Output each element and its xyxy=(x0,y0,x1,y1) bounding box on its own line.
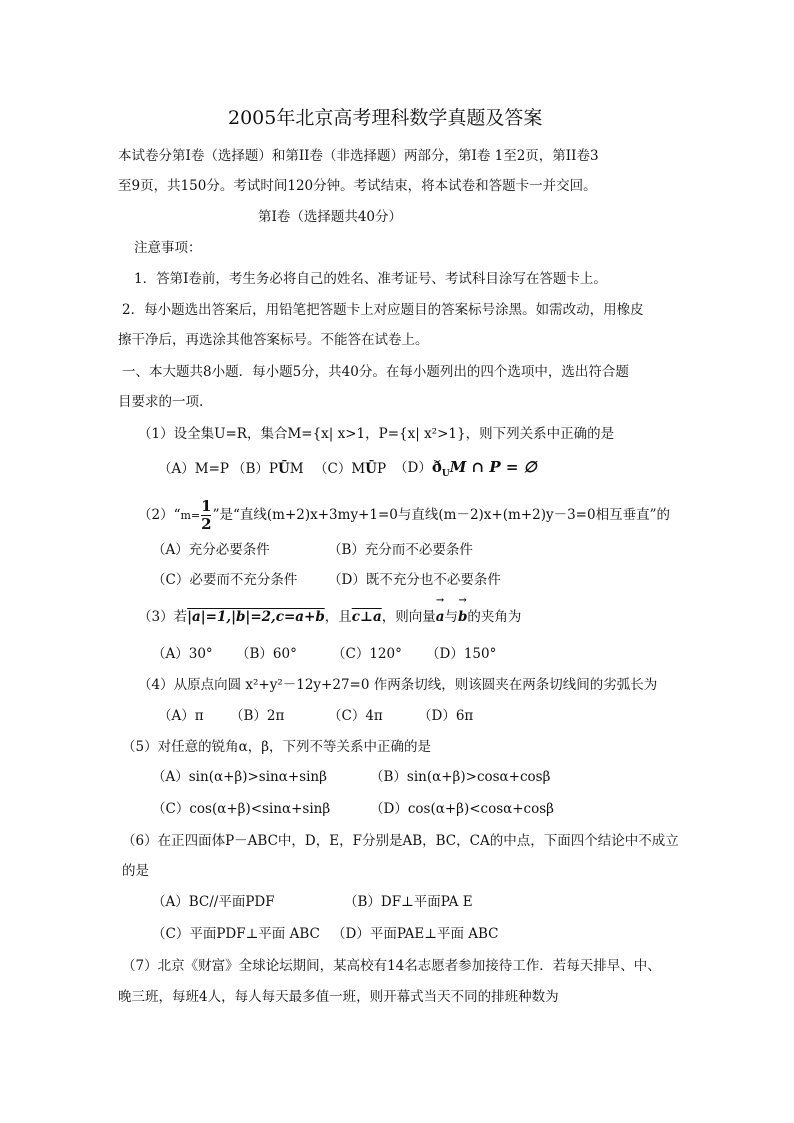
intro-line-1: 本试卷分第I卷（选择题）和第II卷（非选择题）两部分，第I卷 1至2页，第II卷3 xyxy=(118,148,599,164)
notes-item-1: 1．答第I卷前，考生务必将自己的姓名、准考证号、考试科目涂写在答题卡上。 xyxy=(134,271,607,287)
section-title: 第I卷（选择题共40分） xyxy=(258,209,403,225)
question-4-option-d: （D）6π xyxy=(418,708,474,724)
question-1-option-d-expression: M ∩ P = ∅ xyxy=(449,458,537,476)
question-2-option-b: （B）充分而不必要条件 xyxy=(328,542,473,558)
page-title: 2005年北京高考理科数学真题及答案 xyxy=(228,107,543,129)
question-1-option-c xyxy=(314,459,386,479)
question-1-option-c-tail: P xyxy=(376,461,387,477)
question-3-prefix: （3）若 xyxy=(138,609,188,625)
question-3-mid: ，且 xyxy=(324,609,352,625)
question-3-option-a: （A）30° xyxy=(152,646,213,662)
question-2-m-label: m= xyxy=(180,509,201,522)
question-3-vector-expression: |a|=1,|b|=2,c=a+b xyxy=(187,609,325,625)
not-subset-symbol: Ū xyxy=(278,461,290,477)
question-3-option-c: （C）120° xyxy=(332,646,402,662)
question-5-option-a: （A）sin(α+β)>sinα+sinβ xyxy=(152,769,327,785)
question-2-option-d: （D）既不充分也不必要条件 xyxy=(328,572,501,588)
question-7-stem-line-1: （7）北京《财富》全球论坛期间，某高校有14名志愿者参加接待工作．若每天排早、中、 xyxy=(122,958,661,974)
notes-heading: 注意事项： xyxy=(134,240,202,256)
question-4-stem: （4）从原点向圆 x²+y²－12y+27=0 作两条切线，则该圆夹在两条切线间的劣弧长为 xyxy=(138,677,658,693)
question-2-stem xyxy=(138,498,670,533)
question-6-stem-line-1: （6）在正四面体P－ABC中，D，E，F分别是AB，BC，CA的中点，下面四个结论中不成立 xyxy=(122,833,679,849)
question-1-option-a: （A）M=P xyxy=(158,461,229,477)
question-6-option-b: （B）DF⊥平面PA E xyxy=(344,894,473,910)
question-3-option-d: （D）150° xyxy=(426,646,497,662)
vector-a: → a xyxy=(436,607,445,627)
question-4-option-c: （C）4π xyxy=(328,708,383,724)
intro-line-2: 至9页，共150分。考试时间120分钟。考试结束，将本试卷和答题卡一并交回。 xyxy=(118,178,597,194)
question-3-option-b: （B）60° xyxy=(236,646,297,662)
question-1-option-d-label: （D） xyxy=(394,460,432,476)
question-7-stem-line-2: 晚三班，每班4人，每人每天最多值一班，则开幕式当天不同的排班种数为 xyxy=(118,989,559,1005)
part-one-line-2: 目要求的一项. xyxy=(118,394,204,410)
complement-subscript: U xyxy=(441,469,450,479)
question-5-option-d: （D）cos(α+β)<cosα+cosβ xyxy=(370,801,554,817)
question-5-stem: （5）对任意的锐角α，β，下列不等关系中正确的是 xyxy=(122,739,432,755)
question-6-stem-line-2: 的是 xyxy=(122,863,149,879)
question-2-prefix: （2）“ xyxy=(138,507,181,523)
question-5-option-b: （B）sin(α+β)>cosα+cosβ xyxy=(370,769,551,785)
fraction-one-half xyxy=(201,499,211,532)
question-4-option-b: （B）2π xyxy=(230,708,285,724)
question-5-option-c: （C）cos(α+β)<sinα+sinβ xyxy=(152,801,331,817)
complement-symbol: ð xyxy=(431,458,442,476)
question-3-stem xyxy=(138,607,521,627)
question-6-option-d: （D）平面PAE⊥平面 ABC xyxy=(332,926,499,942)
question-1-option-b xyxy=(232,459,304,479)
not-subset-symbol: Ū xyxy=(365,461,377,477)
question-3-end: 的夹角为 xyxy=(467,609,522,625)
question-2-option-c: （C）必要而不充分条件 xyxy=(152,572,298,588)
question-6-option-a: （A）BC//平面PDF xyxy=(152,894,275,910)
question-1-option-c-label: （C）M xyxy=(314,461,366,477)
question-3-tail: ，则向量 xyxy=(381,609,436,625)
question-1-stem: （1）设全集U=R，集合M={x| x>1，P={x| x²>1}，则下列关系中正确的是 xyxy=(138,426,615,442)
question-2-rest: ”是“直线(m+2)x+3my+1=0与直线(m－2)x+(m+2)y－3=0相互垂直”的 xyxy=(212,507,670,523)
question-1-option-d xyxy=(394,457,537,484)
question-6-option-c: （C）平面PDF⊥平面 ABC xyxy=(152,926,320,942)
question-3-conj: 与 xyxy=(444,609,458,625)
fraction-numerator: 1 xyxy=(201,497,212,515)
question-1-option-b-label: （B）P xyxy=(232,461,279,477)
part-one-line-1: 一、本大题共8小题．每小题5分，共40分。在每小题列出的四个选项中，选出符合题 xyxy=(122,364,629,380)
question-4-option-a: （A）π xyxy=(158,708,204,724)
vector-b: → b xyxy=(458,607,467,627)
question-3-perpendicular: c⊥a xyxy=(351,609,382,625)
fraction-denominator: 2 xyxy=(201,515,212,533)
question-2-option-a: （A）充分必要条件 xyxy=(152,542,270,558)
notes-item-2-line-1: 2．每小题选出答案后，用铅笔把答题卡上对应题目的答案标号涂黑。如需改动，用橡皮 xyxy=(122,302,644,318)
notes-item-2-line-2: 擦干净后，再选涂其他答案标号。不能答在试卷上。 xyxy=(118,332,429,348)
question-1-option-b-tail: M xyxy=(289,461,304,477)
